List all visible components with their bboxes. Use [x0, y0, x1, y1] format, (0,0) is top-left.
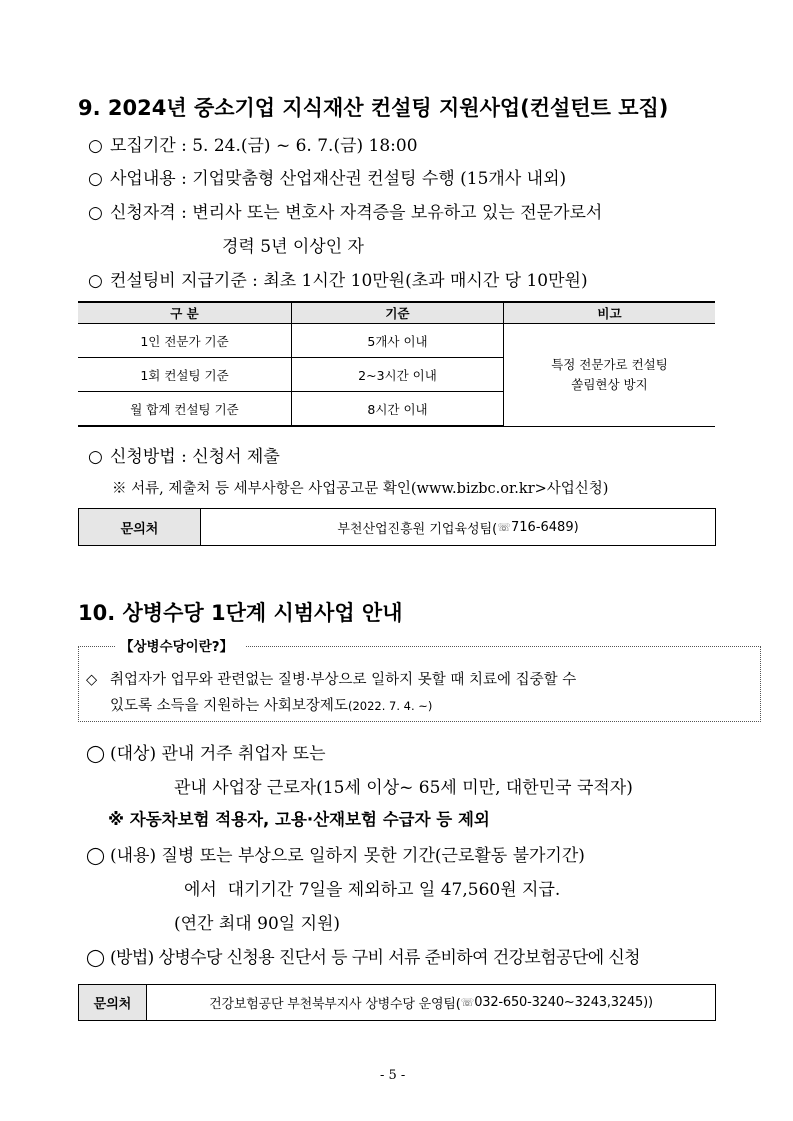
table-cell: 8시간 이내 — [292, 392, 504, 427]
table-cell: 2~3시간 이내 — [292, 358, 504, 392]
table-row — [78, 324, 715, 358]
table-cell: 1회 컨설팅 기준 — [78, 358, 292, 392]
table-header: 기준 — [292, 302, 504, 324]
bullet: ○ — [88, 203, 103, 223]
page-number: - 5 - — [380, 1068, 406, 1083]
contact-box-2 — [78, 984, 716, 1021]
definition-line-2: 있도록 소득을 지원하는 사회보장제도(2022. 7. 4. ~) — [110, 698, 433, 714]
remark-note: ※ 서류, 제출처 등 세부사항은 사업공고문 확인(www.bizbc.or.kr>사업신청) — [112, 481, 609, 497]
contact-value: 건강보험공단 부천북부지사 상병수당 운영팀( ☏ 032-650-3240~3243,3245)) — [209, 995, 653, 1012]
target-line-2: 관내 사업장 근로자(15세 이상~ 65세 미만, 대한민국 국적자) — [174, 778, 633, 798]
bullet: ◯ — [86, 744, 106, 764]
phone-icon: ☏ — [460, 996, 475, 1009]
contact-label: 문의처 — [79, 985, 147, 1020]
recruit-period: ○ 모집기간 : 5. 24.(금) ~ 6. 7.(금) 18:00 — [88, 136, 418, 156]
contact-label: 문의처 — [79, 509, 201, 545]
fee-standard: ○ 컨설팅비 지급기준 : 최초 1시간 10만원(초과 매시간 당 10만원) — [88, 271, 588, 291]
eligibility: ○ 신청자격 : 변리사 또는 변호사 자격증을 보유하고 있는 전문가로서 — [88, 203, 603, 223]
diamond-icon: ◇ — [86, 672, 98, 688]
bullet: ○ — [88, 447, 103, 467]
bullet: ○ — [88, 169, 103, 189]
business-content: ○ 사업내용 : 기업맞춤형 산업재산권 컨설팅 수행 (15개사 내외) — [88, 169, 567, 189]
contact-box-1 — [78, 508, 716, 546]
section-10-title: 10. 상병수당 1단계 시범사업 안내 — [78, 601, 403, 625]
table-cell: 5개사 이내 — [292, 324, 504, 358]
method-line: ◯ (방법) 상병수당 신청용 진단서 등 구비 서류 준비하여 건강보험공단에 신청 — [86, 948, 640, 968]
content-line-3: (연간 최대 90일 지원) — [174, 914, 341, 934]
table-header-row — [78, 302, 715, 324]
eligibility-continued: 경력 5년 이상인 자 — [222, 237, 364, 257]
table-cell: 1인 전문가 기준 — [78, 324, 292, 358]
criteria-table — [78, 301, 715, 427]
definition-line-1: ◇ 취업자가 업무와 관련없는 질병·부상으로 일하지 못할 때 치료에 집중할 수 — [86, 672, 577, 688]
target-line-1: ◯ (대상) 관내 거주 취업자 또는 — [86, 744, 326, 764]
exclusion-note: ※ 자동차보험 적용자, 고용·산재보험 수급자 등 제외 — [108, 810, 490, 829]
content-line-1: ◯ (내용) 질병 또는 부상으로 일하지 못한 기간(근로활동 불가기간) — [86, 846, 585, 866]
bullet: ○ — [88, 271, 103, 291]
section-9-title: 9. 2024년 중소기업 지식재산 컨설팅 지원사업(컨설턴트 모집) — [78, 96, 669, 120]
bullet: ○ — [88, 136, 103, 156]
definition-box-title: 【상병수당이란?】 — [116, 635, 245, 655]
apply-method: ○ 신청방법 : 신청서 제출 — [88, 447, 280, 467]
content-line-2: 에서 대기기간 7일을 제외하고 일 47,560원 지급. — [184, 880, 561, 900]
phone-icon: ☏ — [497, 520, 511, 534]
table-header: 구 분 — [78, 302, 292, 324]
contact-value: 부천산업진흥원 기업육성팀( ☏ 716-6489) — [337, 519, 579, 537]
table-cell: 월 합계 컨설팅 기준 — [78, 392, 292, 427]
bullet: ◯ — [86, 948, 105, 968]
bullet: ◯ — [86, 846, 106, 866]
table-header: 비고 — [504, 302, 716, 324]
table-note-cell: 특정 전문가로 컨설팅 쏠림현상 방지 — [504, 324, 716, 427]
